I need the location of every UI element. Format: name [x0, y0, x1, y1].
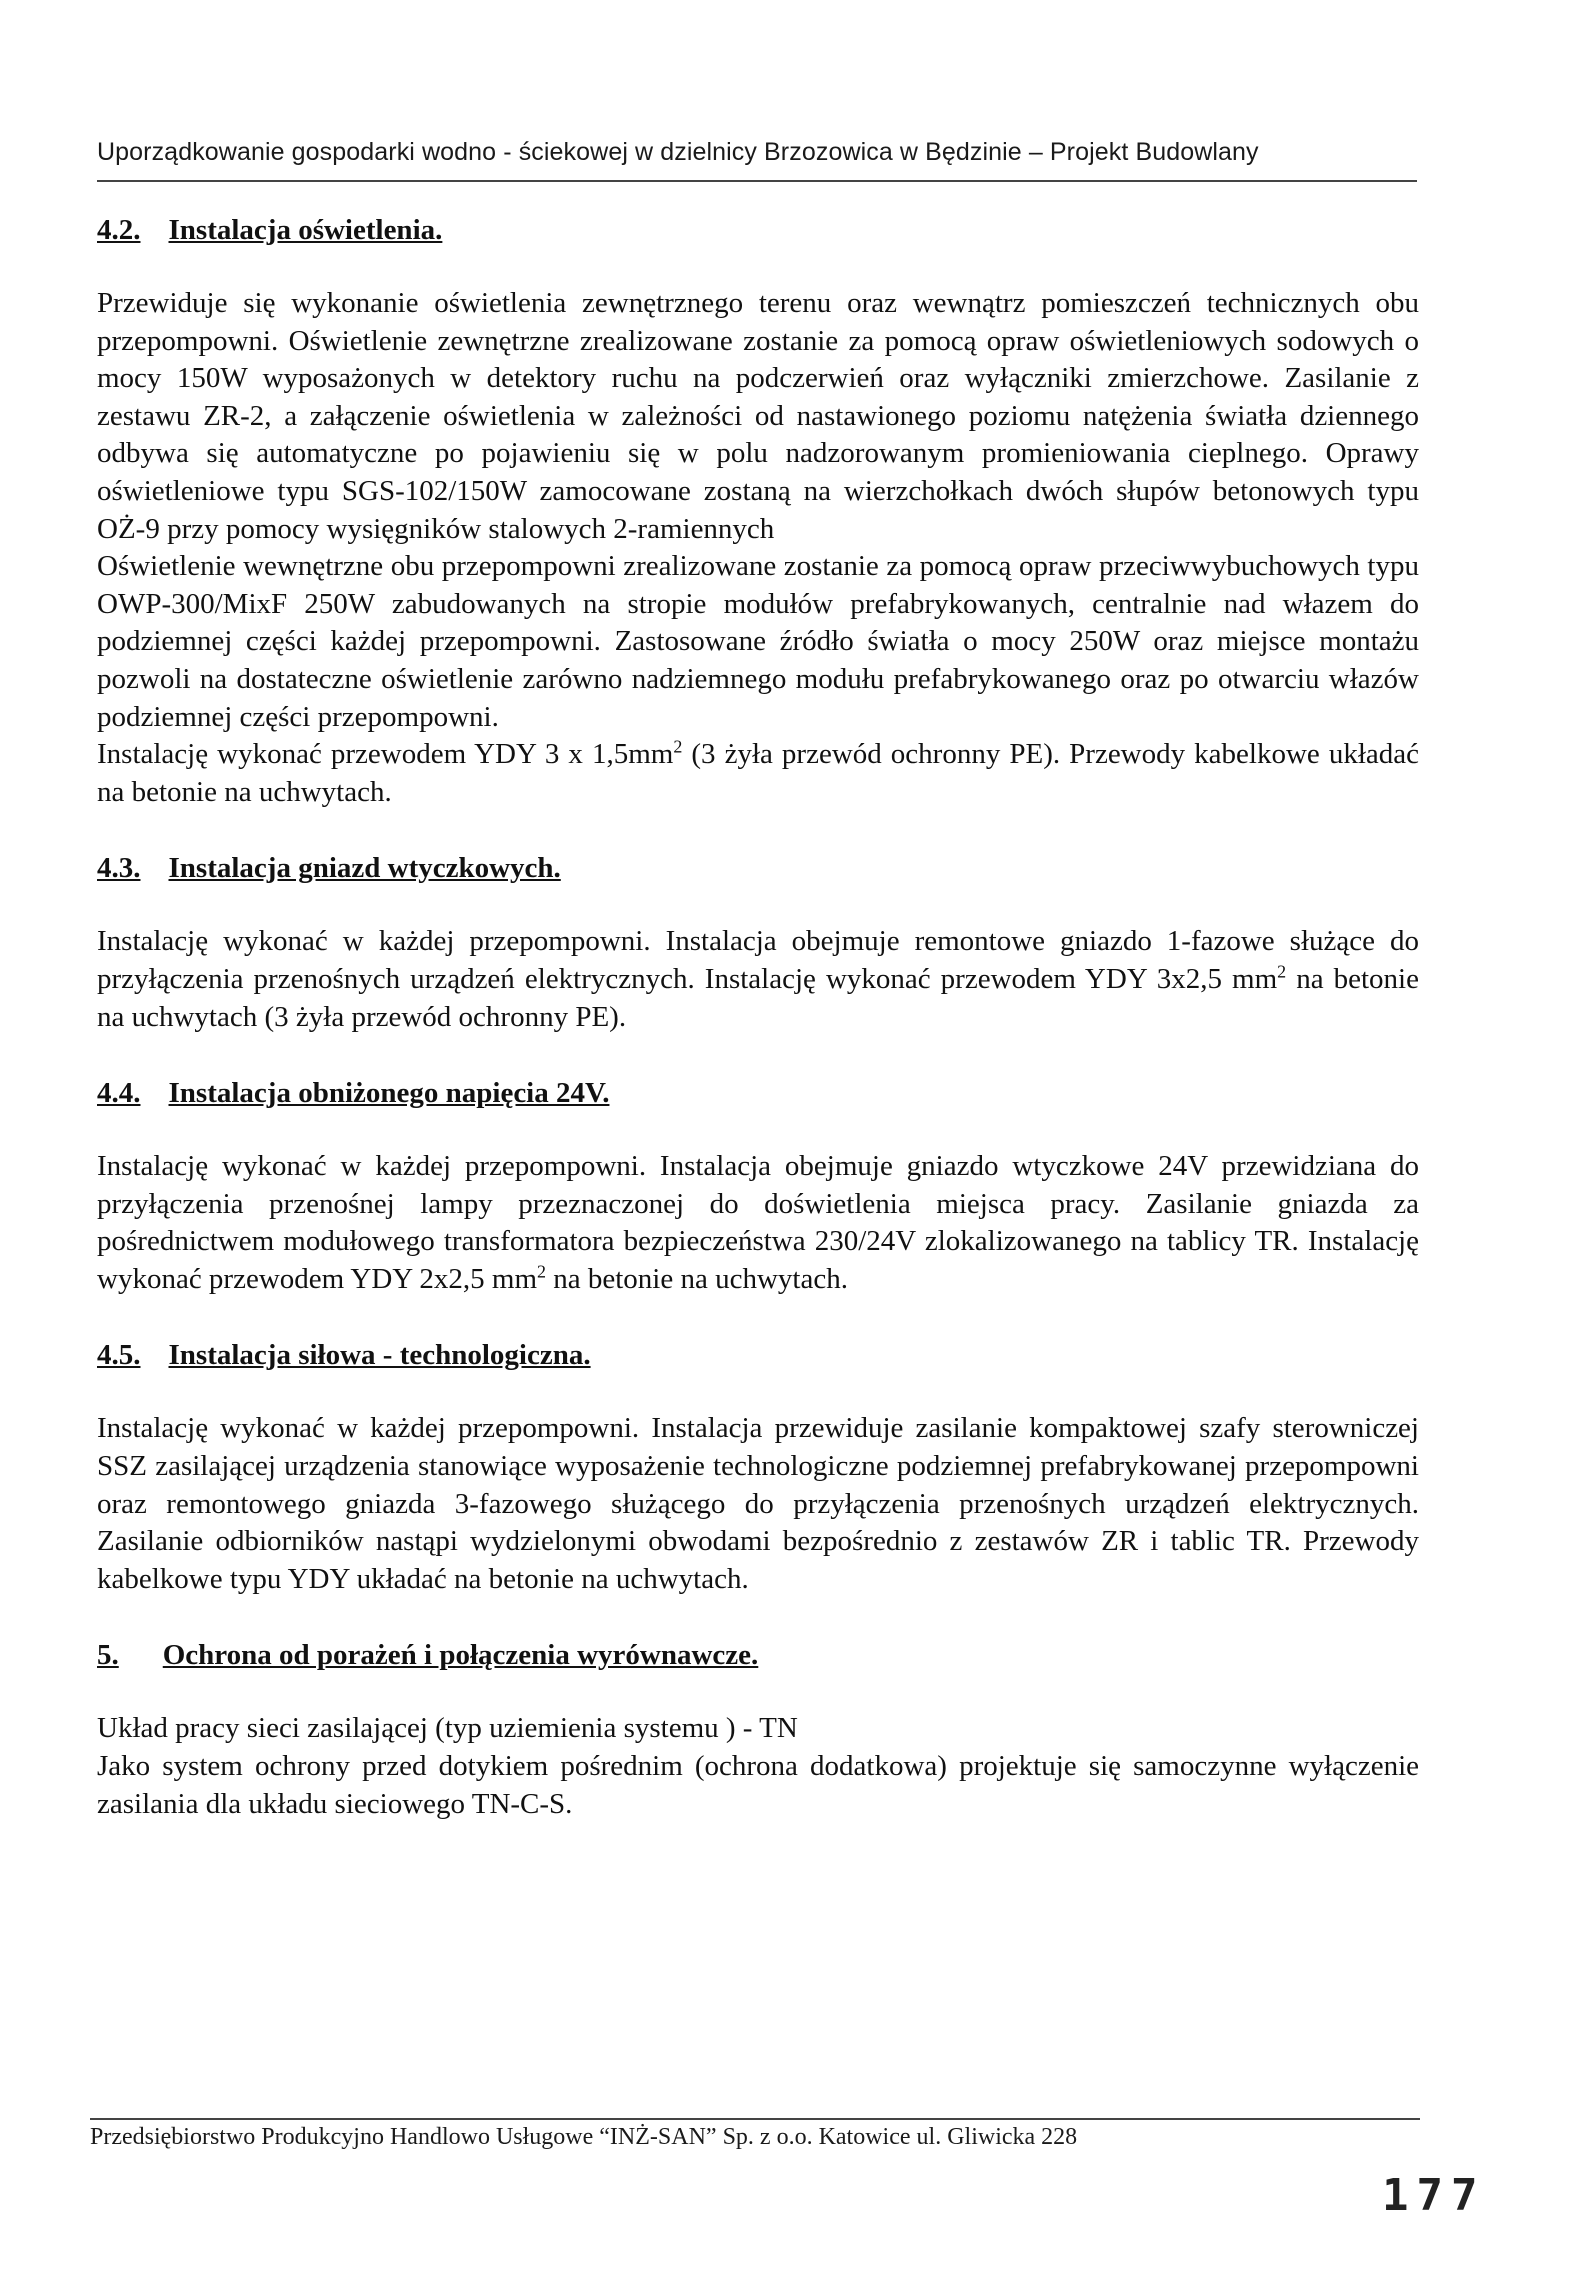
paragraph: Instalację wykonać przewodem YDY 3 x $1,5mm^2$ (3 żyła przewód ochronny PE). Przewody kabelkowe układać na betonie na uchwytach. — [97, 736, 1419, 808]
document-footer: Przedsiębiorstwo Produkcyjno Handlowo Usługowe “INŻ-SAN” Sp. z o.o. Katowice ul. Gliwicka 228 — [90, 2124, 1078, 2150]
page-number: 177 — [1382, 2170, 1486, 2221]
paragraph: Instalację wykonać w każdej przepompowni. Instalacja obejmuje gniazdo wtyczkowe 24V przewidziana do przyłączenia przenośnej lampy przeznaczonej do doświetlenia miejsca pracy. Zasilanie gniazda za pośrednictwem modułowego transformatora bezpieczeństwa 230/24V zlokalizowanego na tablicy TR. Instalację wykonać przewodem YDY 2x2,5 $mm^2$ na betonie na uchwytach. — [97, 1150, 1419, 1295]
paragraph: Układ pracy sieci zasilającej (typ uziemienia systemu ) - TN — [97, 1712, 798, 1745]
section-title: Instalacja siłowa - technologiczna. — [168, 1339, 591, 1372]
paragraph: Instalację wykonać w każdej przepompowni. Instalacja przewiduje zasilanie kompaktowej szafy sterowniczej SSZ zasilającej urządzenia stanowiące wyposażenie technologiczne podziemnej prefabrykowanej przepompowni oraz remontowego gniazda 3-fazowego służącego do przyłączenia przenośnych urządzeń elektrycznych. Zasilanie odbiorników nastąpi wydzielonymi obwodami bezpośrednio z zestawów ZR i tablic TR. Przewody kabelkowe typu YDY układać na betonie na uchwytach. — [97, 1412, 1419, 1595]
section-heading-4-2 — [97, 212, 1419, 249]
header-divider — [97, 180, 1417, 182]
section-number: 4.3. — [97, 852, 141, 885]
document-body — [97, 212, 1419, 1823]
paragraph: Jako system ochrony przed dotykiem pośrednim (ochrona dodatkowa) projektuje się samoczynne wyłączenie zasilania dla układu sieciowego TN-C-S. — [97, 1750, 1419, 1820]
paragraph: Oświetlenie wewnętrzne obu przepompowni zrealizowane zostanie za pomocą opraw przeciwwybuchowych typu OWP-300/MixF 250W zabudowanych na stropie modułów prefabrykowanych, centralnie nad włazem do podziemnej części każdej przepompowni. Zastosowane źródło światła o mocy 250W oraz miejsce montażu pozwoli na dostateczne oświetlenie zarówno nadziemnego modułu prefabrykowanego oraz po otwarciu włazów podziemnej części przepompowni. — [97, 550, 1419, 733]
section-heading-4-4 — [97, 1075, 1419, 1112]
section-number: 4.5. — [97, 1339, 141, 1372]
section-number: 5. — [97, 1639, 119, 1672]
section-heading-4-5 — [97, 1337, 1419, 1374]
paragraph: Instalację wykonać w każdej przepompowni. Instalacja obejmuje remontowe gniazdo 1-fazowe służące do przyłączenia przenośnych urządzeń elektrycznych. Instalację wykonać przewodem YDY 3x2,5 $mm^2$ na betonie na uchwytach (3 żyła przewód ochronny PE). — [97, 925, 1419, 1033]
section-title: Instalacja gniazd wtyczkowych. — [168, 852, 561, 885]
document-header: Uporządkowanie gospodarki wodno - ściekowej w dzielnicy Brzozowica w Będzinie – Projekt Budowlany — [97, 138, 1259, 166]
section-title: Instalacja obniżonego napięcia 24V. — [168, 1077, 610, 1110]
paragraph: Przewiduje się wykonanie oświetlenia zewnętrznego terenu oraz wewnątrz pomieszczeń technicznych obu przepompowni. Oświetlenie zewnętrzne zrealizowane zostanie za pomocą opraw oświetleniowych sodowych o mocy 150W wyposażonych w detektory ruchu na podczerwień oraz wyłączniki zmierzchowe. Zasilanie z zestawu ZR-2, a załączenie oświetlenia w zależności od nastawionego poziomu natężenia światła dziennego odbywa się automatyczne po pojawieniu się w polu nadzorowanym promieniowania cieplnego. Oprawy oświetleniowe typu SGS-102/150W zamocowane zostaną na wierzchołkach dwóch słupów betonowych typu OŻ-9 przy pomocy wysięgników stalowych 2-ramiennych — [97, 287, 1419, 545]
footer-divider — [90, 2118, 1420, 2120]
section-number: 4.2. — [97, 214, 141, 246]
section-heading-5 — [97, 1637, 1419, 1674]
section-title: Ochrona od porażeń i połączenia wyrównawcze. — [162, 1639, 759, 1672]
section-heading-4-3 — [97, 850, 1419, 887]
section-title: Instalacja oświetlenia. — [168, 214, 443, 246]
section-number: 4.4. — [97, 1077, 141, 1110]
